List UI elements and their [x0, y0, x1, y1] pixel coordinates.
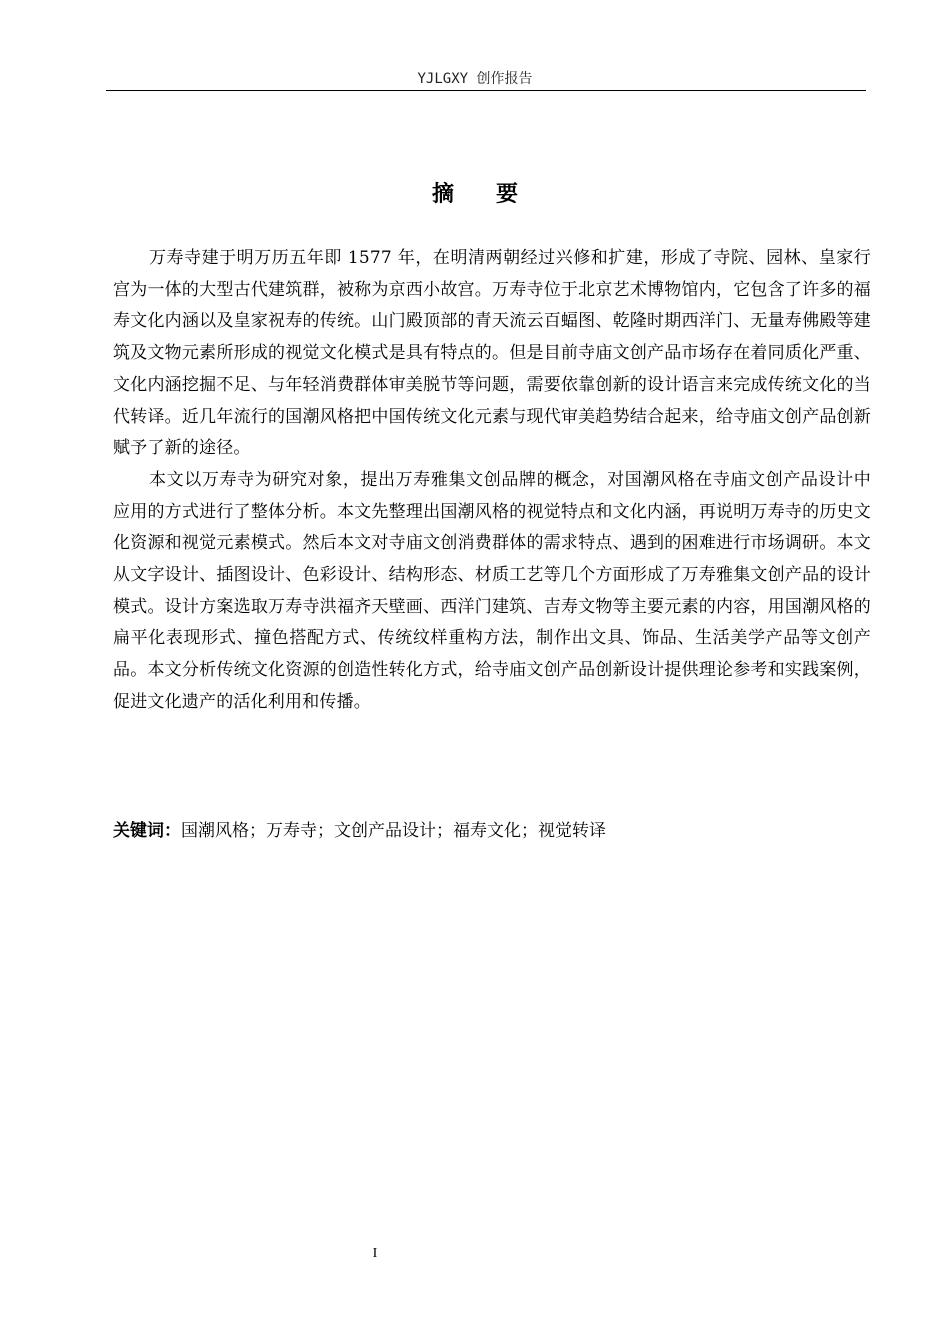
abstract-body — [113, 243, 871, 719]
keywords-value: 国潮风格；万寿寺；文创产品设计；福寿文化；视觉转译 — [181, 821, 606, 841]
running-header: YJLGXY 创作报告 — [417, 71, 533, 87]
header-divider — [106, 90, 866, 91]
page-number: I — [372, 1246, 378, 1261]
keywords-label: 关键词： — [113, 821, 181, 841]
abstract-paragraph-2: 本文以万寿寺为研究对象，提出万寿雅集文创品牌的概念，对国潮风格在寺庙文创产品设计中应用的方式进行了整体分析。本文先整理出国潮风格的视觉特点和文化内涵，再说明万寿寺的历史文化资源和视觉元素模式。然后本文对寺庙文创消费群体的需求特点、遇到的困难进行市场调研。本文从文字设计、插图设计、色彩设计、结构形态、材质工艺等几个方面形成了万寿雅集文创产品的设计模式。设计方案选取万寿寺洪福齐天壁画、西洋门建筑、吉寿文物等主要元素的内容，用国潮风格的扁平化表现形式、撞色搭配方式、传统纹样重构方法，制作出文具、饰品、生活美学产品等文创产品。本文分析传统文化资源的创造性转化方式，给寺庙文创产品创新设计提供理论参考和实践案例，促进文化遗产的活化利用和传播。 — [113, 469, 871, 712]
keywords-line — [113, 816, 871, 846]
abstract-title: 摘要 — [431, 182, 560, 207]
abstract-paragraph-1: 万寿寺建于明万历五年即 1577 年，在明清两朝经过兴修和扩建，形成了寺院、园林、皇家行宫为一体的大型古代建筑群，被称为京西小故宫。万寿寺位于北京艺术博物馆内，它包含了许多的福寿文化内涵以及皇家祝寿的传统。山门殿顶部的青天流云百蝠图、乾隆时期西洋门、无量寿佛殿等建筑及文物元素所形成的视觉文化模式是具有特点的。但是目前寺庙文创产品市场存在着同质化严重、文化内涵挖掘不足、与年轻消费群体审美脱节等问题，需要依靠创新的设计语言来完成传统文化的当代转译。近几年流行的国潮风格把中国传统文化元素与现代审美趋势结合起来，给寺庙文创产品创新赋予了新的途径。 — [113, 248, 871, 459]
